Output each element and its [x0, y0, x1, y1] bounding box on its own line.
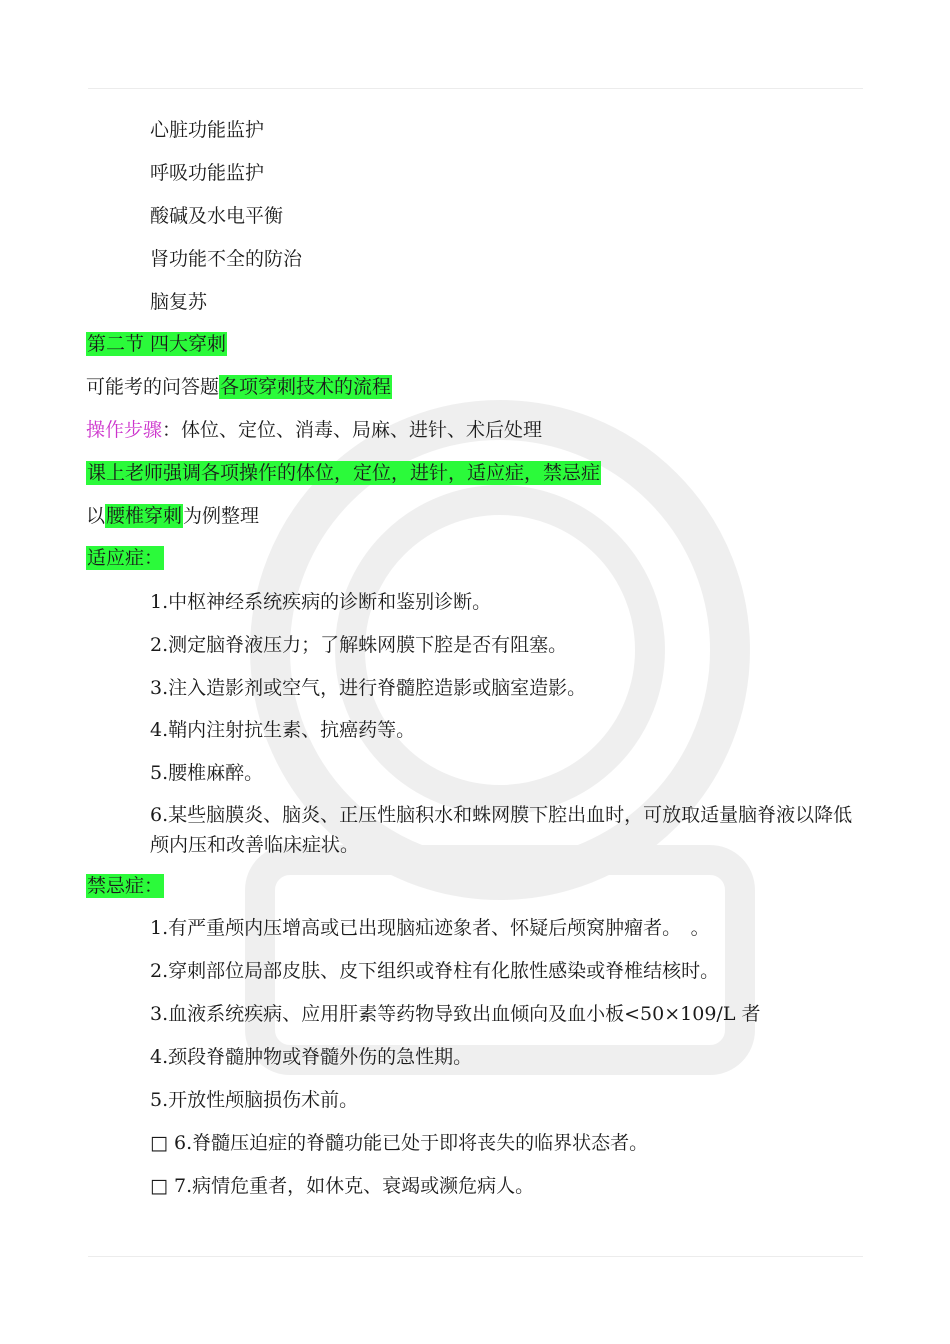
indication-item: 5.腰椎麻醉。	[150, 762, 264, 784]
teacher-note-text: 课上老师强调各项操作的体位，定位，进针，适应症，禁忌症	[87, 462, 601, 484]
steps-label: 操作步骤	[86, 419, 163, 441]
question-highlight: 各项穿刺技术的流程	[220, 376, 392, 398]
indications-heading	[86, 545, 164, 571]
example-line	[86, 503, 259, 529]
example-highlight: 腰椎穿刺	[106, 505, 183, 527]
contraindications-heading-text: 禁忌症：	[87, 875, 164, 897]
contraindications-heading	[86, 873, 164, 899]
indication-item: 4.鞘内注射抗生素、抗癌药等。	[150, 719, 416, 741]
indication-item: 2.测定脑脊液压力；了解蛛网膜下腔是否有阻塞。	[150, 634, 568, 656]
list-item-brain: 脑复苏	[150, 291, 208, 313]
header-rule	[88, 88, 863, 89]
section-title-text: 第二节 四大穿刺	[87, 333, 227, 355]
contraindication-item: □ 6.脊髓压迫症的脊髓功能已处于即将丧失的临界状态者。	[150, 1132, 649, 1154]
indication-item: 6.某些脑膜炎、脑炎、正压性脑积水和蛛网膜下腔出血时，可放取适量脑脊液以降低颅内压和改善临床症状。	[150, 804, 853, 856]
example-suffix: 为例整理	[183, 505, 260, 527]
contraindication-item: □ 7.病情危重者，如休克、衰竭或濒危病人。	[150, 1175, 535, 1197]
list-item-renal: 肾功能不全的防治	[150, 248, 303, 270]
indication-item: 1.中枢神经系统疾病的诊断和鉴别诊断。	[150, 591, 492, 613]
list-item-acid-base: 酸碱及水电平衡	[150, 205, 284, 227]
steps-text: ：体位、定位、消毒、局麻、进针、术后处理	[162, 419, 543, 441]
section-title	[86, 331, 227, 357]
question-line	[86, 374, 392, 400]
contraindication-item: 1.有严重颅内压增高或已出现脑疝迹象者、怀疑后颅窝肿瘤者。 。	[150, 917, 710, 939]
list-item-respiratory: 呼吸功能监护	[150, 162, 265, 184]
question-prefix: 可能考的问答题	[86, 376, 220, 398]
contraindication-item: 4.颈段脊髓肿物或脊髓外伤的急性期。	[150, 1046, 473, 1068]
indications-heading-text: 适应症：	[87, 547, 164, 569]
example-prefix: 以	[86, 505, 106, 527]
contraindication-item: 3.血液系统疾病、应用肝素等药物导致出血倾向及血小板<50×109/L 者	[150, 1003, 761, 1025]
steps-line	[86, 417, 542, 443]
list-item-cardiac: 心脏功能监护	[150, 119, 265, 141]
contraindication-item: 5.开放性颅脑损伤术前。	[150, 1089, 359, 1111]
indication-item: 3.注入造影剂或空气，进行脊髓腔造影或脑室造影。	[150, 677, 587, 699]
footer-rule	[88, 1256, 863, 1257]
contraindication-item: 2.穿刺部位局部皮肤、皮下组织或脊柱有化脓性感染或脊椎结核时。	[150, 960, 720, 982]
teacher-note	[86, 460, 601, 486]
